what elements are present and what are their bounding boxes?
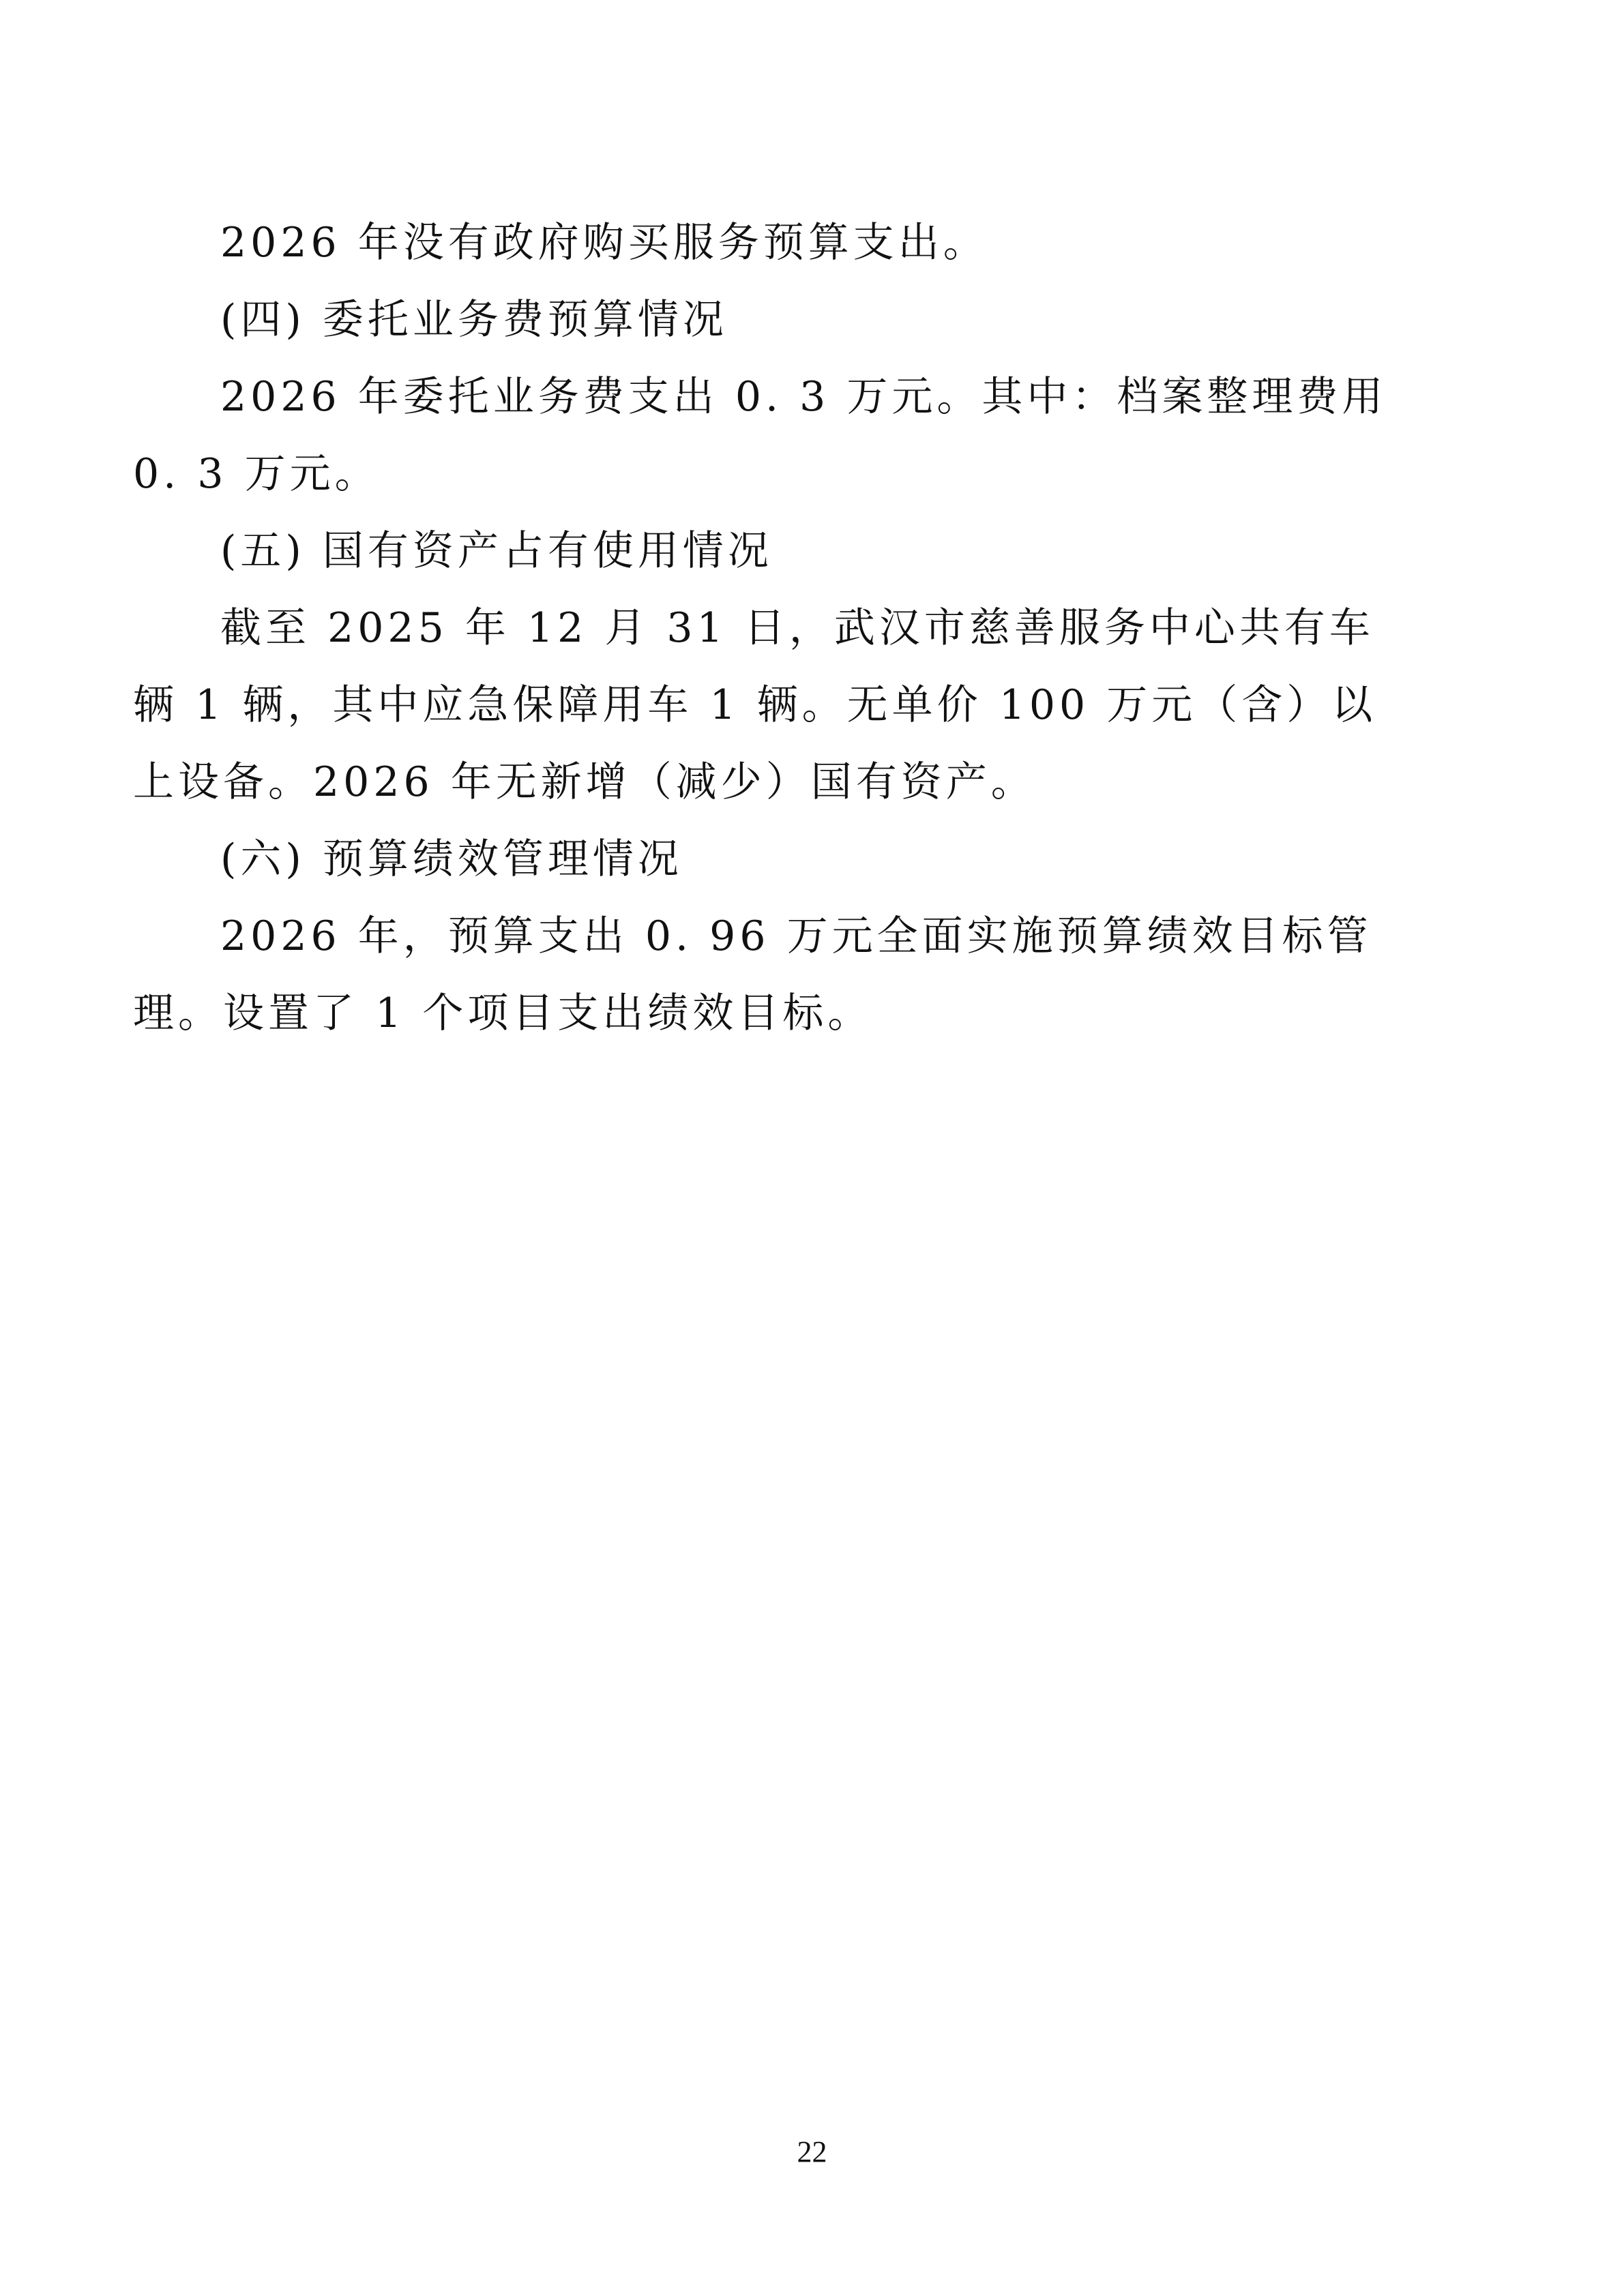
section-heading-entrusted-business: (四) 委托业务费预算情况 xyxy=(220,296,728,344)
paragraph-entrusted-business: 2026 年委托业务费支出 0. 3 万元。其中：档案整理费用 0. 3 万元。 xyxy=(133,373,1387,498)
document-body xyxy=(133,205,1388,1052)
section-heading-performance-management: (六) 预算绩效管理情况 xyxy=(220,835,683,883)
paragraph-procurement-services: 2026 年没有政府购买服务预算支出。 xyxy=(220,219,988,267)
paragraph-performance-management: 2026 年，预算支出 0. 96 万元全面实施预算绩效目标管理。设置了 1 个项目支出绩效目标。 xyxy=(133,912,1372,1037)
page-number: 22 xyxy=(797,2135,827,2168)
section-heading-state-assets: (五) 国有资产占有使用情况 xyxy=(220,527,773,575)
paragraph-state-assets: 截至 2025 年 12 月 31 日，武汉市慈善服务中心共有车辆 1 辆，其中应急保障用车 1 辆。无单价 100 万元（含）以上设备。2026 年无新增（减少）国有资产。 xyxy=(133,604,1377,806)
